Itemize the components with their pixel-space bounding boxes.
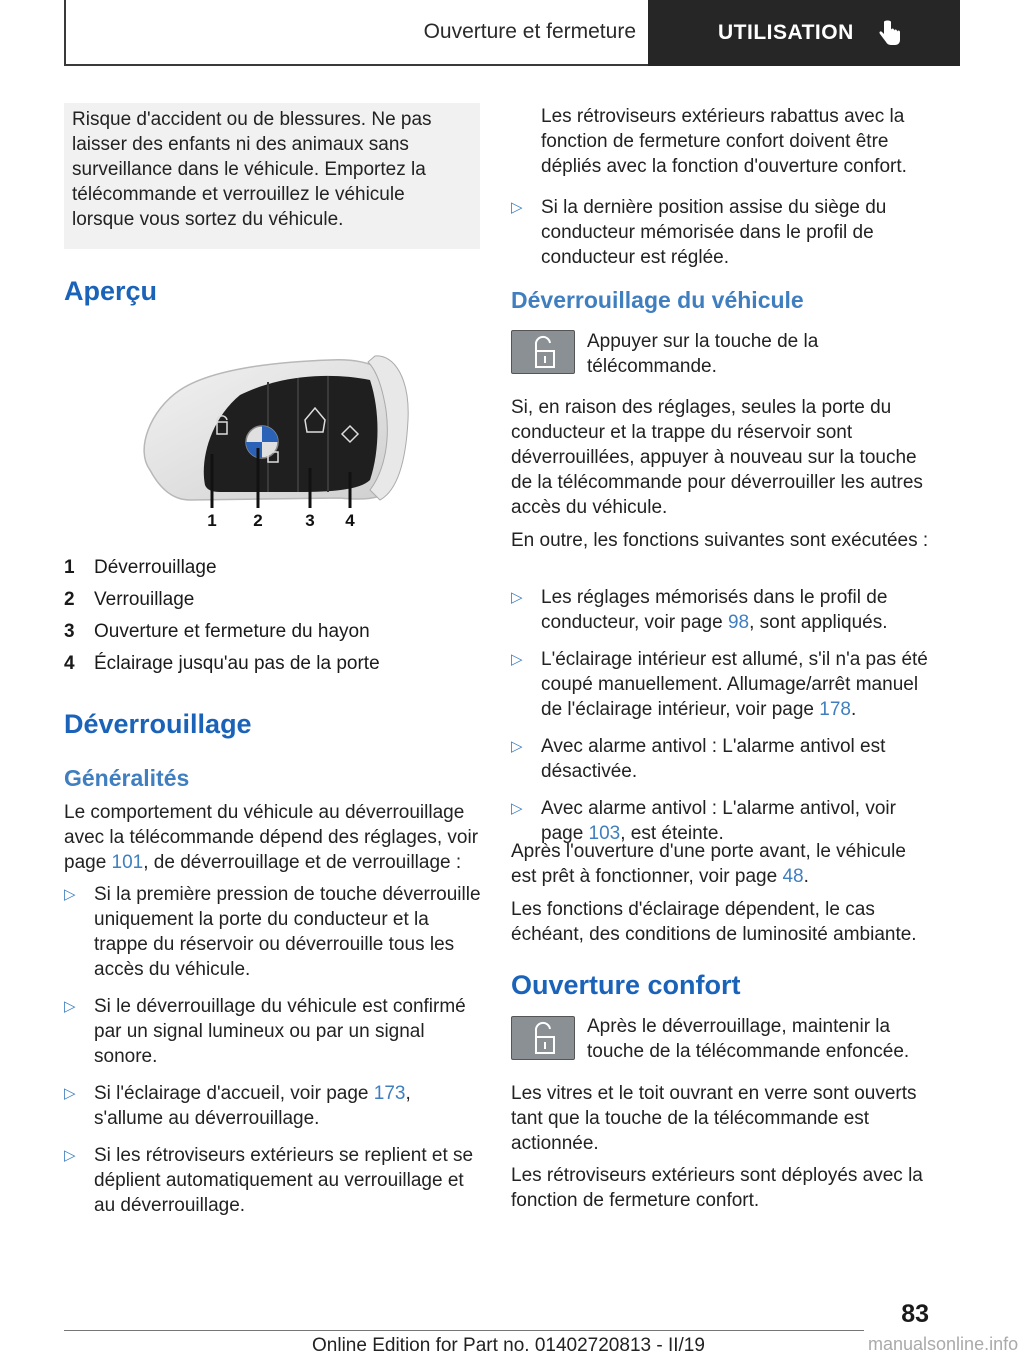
list-item-text: Les rétroviseurs extérieurs rabattus avec la fonction de fermeture confort doivent être dépliés avec la fonction d'ouverture confort. <box>541 106 907 177</box>
list-item-continuation <box>511 104 931 179</box>
legend-item <box>64 552 480 584</box>
figure-legend <box>64 552 480 680</box>
page-link[interactable]: 101 <box>111 852 144 873</box>
callout-label: 1 <box>207 511 217 530</box>
edition-info: Online Edition for Part no. 01402720813 - II/19 <box>312 1335 705 1356</box>
triangle-bullet-icon: ▷ <box>64 1147 76 1164</box>
list-item-text-end: , sont appliqués. <box>749 612 888 633</box>
header-section-title <box>66 0 636 64</box>
list-item <box>64 882 484 982</box>
unlock-instruction: Appuyer sur la touche de la télécommande. <box>587 331 819 377</box>
legend-label: Déverrouillage <box>94 557 217 578</box>
list-item <box>511 585 931 635</box>
header-bottom-rule <box>64 64 648 66</box>
generalites-heading: Généralités <box>64 765 190 791</box>
deverrouillage-vehicule-heading: Déverrouillage du véhicule <box>511 287 804 313</box>
legend-number: 4 <box>64 653 75 674</box>
list-item <box>64 1143 484 1218</box>
header-chapter-tab <box>648 0 960 66</box>
triangle-bullet-icon: ▷ <box>511 738 523 755</box>
intro-text-end: , de déverrouillage et de verrouillage : <box>143 852 462 873</box>
hand-pointer-icon <box>876 20 902 46</box>
section-title-text: Ouverture et fermeture <box>423 20 636 43</box>
paragraph: En outre, les fonctions suivantes sont exécutées : <box>511 530 929 551</box>
callout-label: 3 <box>305 511 315 530</box>
chapter-title-text: UTILISATION <box>718 21 854 44</box>
functions-bullet-list <box>511 585 931 858</box>
legend-number: 1 <box>64 557 75 578</box>
paragraph <box>511 839 931 889</box>
callout-label: 4 <box>345 511 355 530</box>
triangle-bullet-icon: ▷ <box>511 800 523 817</box>
list-item-text: Si le déverrouillage du véhicule est confirmé par un signal lumineux ou par un signal sonore. <box>94 996 466 1067</box>
page-link[interactable]: 173 <box>373 1083 406 1104</box>
list-item <box>511 734 931 784</box>
list-item-text: Si les rétroviseurs extérieurs se replient et se déplient automatiquement au verrouillage et au déverrouillage. <box>94 1145 474 1216</box>
list-item-text: Si la première pression de touche déverrouille uniquement la porte du conducteur et la trappe du réservoir ou déverrouille tous les accès du véhicule. <box>94 884 481 980</box>
comfort-open-instruction: Après le déverrouillage, maintenir la touche de la télécommande enfoncée. <box>587 1016 910 1062</box>
triangle-bullet-icon: ▷ <box>511 589 523 606</box>
unlock-icon <box>511 1016 575 1060</box>
legend-item <box>64 584 480 616</box>
legend-number: 2 <box>64 589 75 610</box>
paragraph-text: Après l'ouverture d'une porte avant, le véhicule est prêt à fonctionner, voir page <box>511 841 906 887</box>
paragraph-text-end: . <box>803 866 809 887</box>
list-item <box>511 647 931 722</box>
page-number: 83 <box>901 1300 929 1328</box>
key-fob-illustration <box>130 350 412 534</box>
legend-label: Verrouillage <box>94 589 195 610</box>
list-item-text: Avec alarme antivol : L'alarme antivol, voir page <box>541 798 896 844</box>
paragraph: Si, en raison des réglages, seules la porte du conducteur et la trappe du réservoir sont déverrouillées, appuyer à nouveau sur la touche de la télécommande pour déverrouiller les autres accès du véhicule. <box>511 397 923 518</box>
watermark-text: manualsonline.info <box>868 1334 1018 1354</box>
list-item-text: Si l'éclairage d'accueil, voir page <box>94 1083 374 1104</box>
page-link[interactable]: 178 <box>819 699 851 720</box>
unlock-icon <box>511 330 575 374</box>
generalites-bullet-list-continued <box>511 104 931 282</box>
triangle-bullet-icon: ▷ <box>64 1085 76 1102</box>
list-item <box>64 1081 484 1131</box>
triangle-bullet-icon: ▷ <box>64 886 76 903</box>
deverrouillage-heading: Déverrouillage <box>64 709 252 739</box>
legend-item <box>64 648 480 680</box>
callout-label: 2 <box>253 511 263 530</box>
ouverture-confort-heading: Ouverture confort <box>511 970 741 1000</box>
paragraph: Les vitres et le toit ouvrant en verre sont ouverts tant que la touche de la télécommande est actionnée. <box>511 1083 917 1154</box>
list-item-text: Avec alarme antivol : L'alarme antivol est désactivée. <box>541 736 886 782</box>
triangle-bullet-icon: ▷ <box>64 998 76 1015</box>
legend-label: Éclairage jusqu'au pas de la porte <box>94 653 380 674</box>
legend-number: 3 <box>64 621 75 642</box>
paragraph: Les fonctions d'éclairage dépendent, le cas échéant, des conditions de luminosité ambiante. <box>511 899 917 945</box>
warning-text: Risque d'accident ou de blessures. Ne pas laisser des enfants ni des animaux sans surveillance dans le véhicule. Emportez la télécommande et verrouillez le véhicule lorsque vous sortez du véhicule. <box>72 109 432 230</box>
list-item-text-end: . <box>850 699 857 720</box>
triangle-bullet-icon: ▷ <box>511 651 523 668</box>
apercu-heading: Aperçu <box>64 276 158 306</box>
list-item-text-end: , s'allume au déverrouillage. <box>94 1083 411 1129</box>
legend-item <box>64 616 480 648</box>
triangle-bullet-icon: ▷ <box>511 199 523 216</box>
page-link[interactable]: 48 <box>782 866 804 887</box>
intro-text: Le comportement du véhicule au déverrouillage avec la télécommande dépend des réglages, voir page <box>64 802 479 873</box>
list-item-text: Si la dernière position assise du siège du conducteur mémorisée dans le profil de conducteur est réglée. <box>541 197 887 268</box>
page-link[interactable]: 103 <box>588 823 621 844</box>
list-item-text-end: , est éteinte. <box>620 823 724 844</box>
warning-box <box>64 103 480 249</box>
page-link[interactable]: 98 <box>727 612 750 633</box>
generalites-intro <box>64 800 484 875</box>
footer-rule <box>64 1330 864 1331</box>
list-item-text: L'éclairage intérieur est allumé, s'il n'a pas été coupé manuellement. Allumage/arrêt manuel de l'éclairage intérieur, voir page <box>541 649 928 720</box>
paragraph: Les rétroviseurs extérieurs sont déployés avec la fonction de fermeture confort. <box>511 1165 923 1211</box>
list-item <box>511 195 931 270</box>
legend-label: Ouverture et fermeture du hayon <box>94 621 370 642</box>
generalites-bullet-list <box>64 882 484 1230</box>
list-item-text: Les réglages mémorisés dans le profil de conducteur, voir page <box>541 587 888 633</box>
list-item <box>64 994 484 1069</box>
